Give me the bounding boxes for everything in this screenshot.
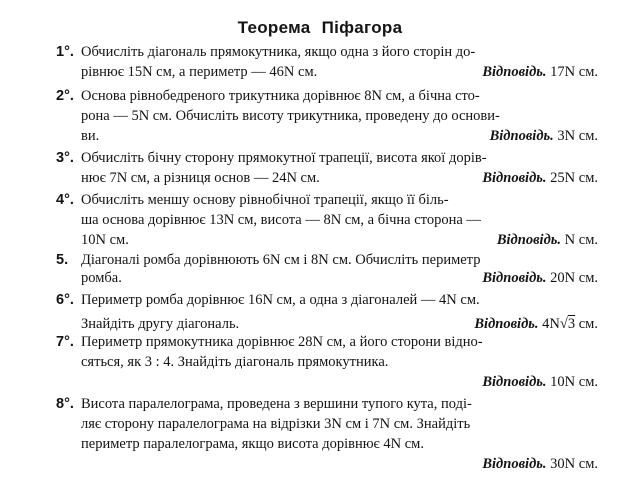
problem-7-line-1 bbox=[0, 334, 640, 354]
answer-value: 25N см. bbox=[550, 170, 598, 186]
problem-2-line-1 bbox=[0, 88, 640, 108]
answer-value: N см. bbox=[564, 232, 598, 248]
problem-3-answer bbox=[482, 170, 598, 187]
problem-7-answer bbox=[482, 374, 598, 391]
answer-value: 10N см. bbox=[550, 374, 598, 390]
answer-label: Відповідь. bbox=[489, 128, 554, 144]
answer-value-prefix: 4N bbox=[542, 316, 560, 332]
problem-6-text: Периметр ромба дорівнює 16N см, а одна з діагоналей — 4N см. bbox=[81, 292, 480, 308]
problem-4-line-3 bbox=[0, 232, 640, 252]
answer-label: Відповідь. bbox=[482, 64, 547, 80]
problem-2-text: Основа рівнобедреного трикутника дорівнює 8N см, а бічна сто- bbox=[81, 88, 480, 104]
sqrt-icon: √ bbox=[559, 316, 568, 332]
problem-5-text: Діагоналі ромба дорівнюють 6N см і 8N см. Обчисліть периметр bbox=[81, 252, 481, 268]
answer-label: Відповідь. bbox=[482, 456, 547, 472]
problem-4-number: 4°. bbox=[56, 192, 74, 208]
problem-3-line-1 bbox=[0, 150, 640, 170]
problem-1-text: Обчисліть діагональ прямокутника, якщо одна з його сторін до- bbox=[81, 44, 476, 60]
problem-8-text: периметр паралелограма, якщо висота дорівнює 4N см. bbox=[81, 436, 424, 452]
problem-8-line-1 bbox=[0, 396, 640, 416]
problem-8-line-3 bbox=[0, 436, 640, 456]
problem-7-line-2 bbox=[0, 354, 640, 374]
problem-8-line-4 bbox=[0, 456, 640, 476]
problem-1-line-1 bbox=[0, 44, 640, 64]
problem-8-text: Висота паралелограма, проведена з вершини тупого кута, поді- bbox=[81, 396, 472, 412]
problem-4-answer bbox=[497, 232, 598, 249]
problem-8-line-2 bbox=[0, 416, 640, 436]
problem-2-answer bbox=[490, 128, 598, 145]
problem-3-text: Обчисліть бічну сторону прямокутної трапеції, висота якої дорів- bbox=[81, 150, 487, 166]
problem-5-number: 5. bbox=[56, 252, 69, 268]
problem-4-text: Обчисліть меншу основу рівнобічної трапеції, якщо її біль- bbox=[81, 192, 449, 208]
problem-5-line-2 bbox=[0, 270, 640, 290]
answer-label: Відповідь. bbox=[482, 170, 547, 186]
problem-8-text: ляє сторону паралелограма на відрізки 3N см і 7N см. Знайдіть bbox=[81, 416, 471, 432]
answer-label: Відповідь. bbox=[474, 316, 539, 332]
problem-2-line-3 bbox=[0, 128, 640, 148]
answer-radicand: 3 bbox=[567, 316, 576, 332]
answer-label: Відповідь. bbox=[482, 270, 547, 286]
page-title: Теорема Піфагора bbox=[237, 18, 403, 37]
problem-3-line-2 bbox=[0, 170, 640, 190]
problem-1-text: рівнює 15N см, а периметр — 46N см. bbox=[81, 64, 318, 80]
problem-6-line-1 bbox=[0, 292, 640, 312]
problem-2-text: рона — 5N см. Обчисліть висоту трикутника, проведену до основи- bbox=[81, 108, 500, 124]
problem-8-answer bbox=[482, 456, 598, 473]
problem-3-number: 3°. bbox=[56, 150, 74, 166]
problem-1-line-2 bbox=[0, 64, 640, 84]
answer-value: 17N см. bbox=[550, 64, 598, 80]
problem-6-number: 6°. bbox=[56, 292, 74, 308]
problem-7-text: сяться, як 3 : 4. Знайдіть діагональ прямокутника. bbox=[81, 354, 389, 370]
problem-7-text: Периметр прямокутника дорівнює 28N см, а його сторони відно- bbox=[81, 334, 483, 350]
answer-value: 30N см. bbox=[550, 456, 598, 472]
problem-8-number: 8°. bbox=[56, 396, 74, 412]
problem-5-answer bbox=[482, 270, 598, 287]
problem-4-line-2 bbox=[0, 212, 640, 232]
answer-value: 20N см. bbox=[550, 270, 598, 286]
problem-2-number: 2°. bbox=[56, 88, 74, 104]
problem-6-line-2 bbox=[0, 316, 640, 336]
problem-5-line-1 bbox=[0, 252, 640, 272]
problem-3-text: нює 7N см, а різниця основ — 24N см. bbox=[81, 170, 320, 186]
problem-5-text: ромба. bbox=[81, 270, 122, 286]
problem-4-text: 10N см. bbox=[81, 232, 129, 248]
problem-1-number: 1°. bbox=[56, 44, 74, 60]
problem-4-text: ша основа дорівнює 13N см, висота — 8N см, а бічна сторона — bbox=[81, 212, 481, 228]
problem-1-answer bbox=[482, 64, 598, 81]
answer-label: Відповідь. bbox=[496, 232, 562, 248]
answer-unit: см. bbox=[578, 316, 598, 332]
problem-6-answer bbox=[474, 316, 598, 333]
problem-2-text: ви. bbox=[81, 128, 100, 144]
problem-2-line-2 bbox=[0, 108, 640, 128]
answer-label: Відповідь. bbox=[482, 374, 547, 390]
answer-value: 3N см. bbox=[557, 128, 598, 144]
problem-7-line-3 bbox=[0, 374, 640, 394]
problem-4-line-1 bbox=[0, 192, 640, 212]
problem-7-number: 7°. bbox=[56, 334, 74, 350]
problem-6-text: Знайдіть другу діагональ. bbox=[81, 316, 240, 332]
